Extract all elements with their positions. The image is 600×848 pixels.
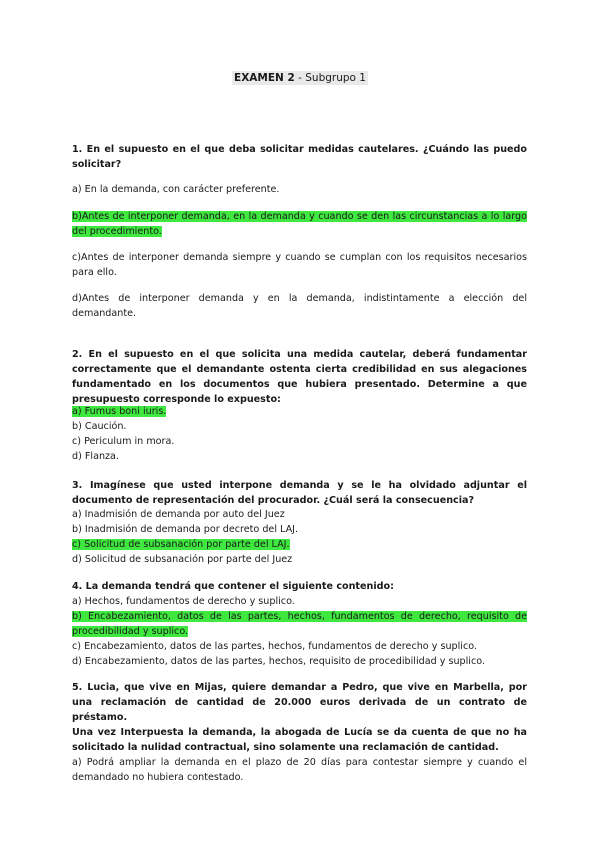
question-2-option-c: c) Periculum in mora.: [72, 436, 175, 447]
correct-answer-highlight: b)Antes de interponer demanda, en la demanda y cuando se den las circunstancias a lo largo del procedimiento.: [72, 211, 527, 237]
question-5-text-continued: Una vez Interpuesta la demanda, la abogada de Lucía se da cuenta de que no ha solicitado la nulidad contractual, sino solamente una reclamación de cantidad.: [72, 727, 527, 753]
question-4-option-a: a) Hechos, fundamentos de derecho y suplico.: [72, 596, 295, 607]
question-4-text: 4. La demanda tendrá que contener el siguiente contenido:: [72, 581, 394, 592]
correct-answer-highlight: a) Fumus boni iuris.: [72, 406, 167, 417]
correct-answer-highlight: c) Solicitud de subsanación por parte del LAJ.: [72, 539, 290, 550]
question-4-options: [72, 594, 527, 669]
title-bold: EXAMEN 2: [234, 72, 295, 84]
question-4-option-c: c) Encabezamiento, datos de las partes, hechos, fundamentos de derecho y suplico.: [72, 641, 477, 652]
question-3-option-b: b) Inadmisión de demanda por decreto del LAJ.: [72, 524, 299, 535]
question-1-option-d: d)Antes de interponer demanda y en la demanda, indistintamente a elección del demandante.: [72, 293, 527, 319]
correct-answer-highlight: b) Encabezamiento, datos de las partes, hechos, fundamentos de derecho, requisito de procedibilidad y suplico.: [72, 611, 527, 637]
title-highlight: [232, 71, 368, 85]
question-3-option-d: d) Solicitud de subsanación por parte del Juez: [72, 554, 293, 565]
question-2-options: [72, 404, 527, 464]
question-1-option-b: [72, 209, 527, 239]
question-3-options: [72, 507, 527, 567]
question-4-option-d: d) Encabezamiento, datos de las partes, hechos, requisito de procedibilidad y suplico.: [72, 656, 485, 667]
question-1-option-a: a) En la demanda, con carácter preferente.: [72, 184, 280, 195]
question-1-option-c: c)Antes de interponer demanda siempre y cuando se cumplan con los requisitos necesarios para ello.: [72, 252, 527, 278]
question-3-text: 3. Imagínese que usted interpone demanda y se le ha olvidado adjuntar el documento de representación del procurador. ¿Cuál será la consecuencia?: [72, 480, 527, 506]
page-title: [0, 72, 600, 84]
title-rest: - Subgrupo 1: [294, 72, 366, 84]
question-3-option-a: a) Inadmisión de demanda por auto del Juez: [72, 509, 285, 520]
question-2-option-b: b) Caución.: [72, 421, 127, 432]
question-5-option-a: a) Podrá ampliar la demanda en el plazo de 20 días para contestar siempre y cuando el demandado no hubiera contestado.: [72, 757, 527, 783]
question-1-text: 1. En el supuesto en el que deba solicitar medidas cautelares. ¿Cuándo las puedo solicitar?: [72, 144, 527, 170]
question-2-option-d: d) Flanza.: [72, 451, 119, 462]
question-5-text: 5. Lucia, que vive en Mijas, quiere demandar a Pedro, que vive en Marbella, por una reclamación de cantidad de 20.000 euros derivada de un contrato de préstamo. Una vez Interpuesta la demanda, la abogada de Lucía se da cuenta de que no ha solicitado la nulidad contractual, sino solamente una reclamación de cantidad. a) Podrá ampliar la demanda en el plazo de 20 días para contestar siempre y cuando el demandado no hubiera contestado.: [72, 682, 527, 783]
question-2-text: 2. En el supuesto en el que solicita una medida cautelar, deberá fundamentar correctamente que el demandante ostenta cierta credibilidad en sus alegaciones fundamentado en los documentos que hubiera presentado. Determine a que presupuesto corresponde lo expuesto:: [72, 349, 527, 405]
